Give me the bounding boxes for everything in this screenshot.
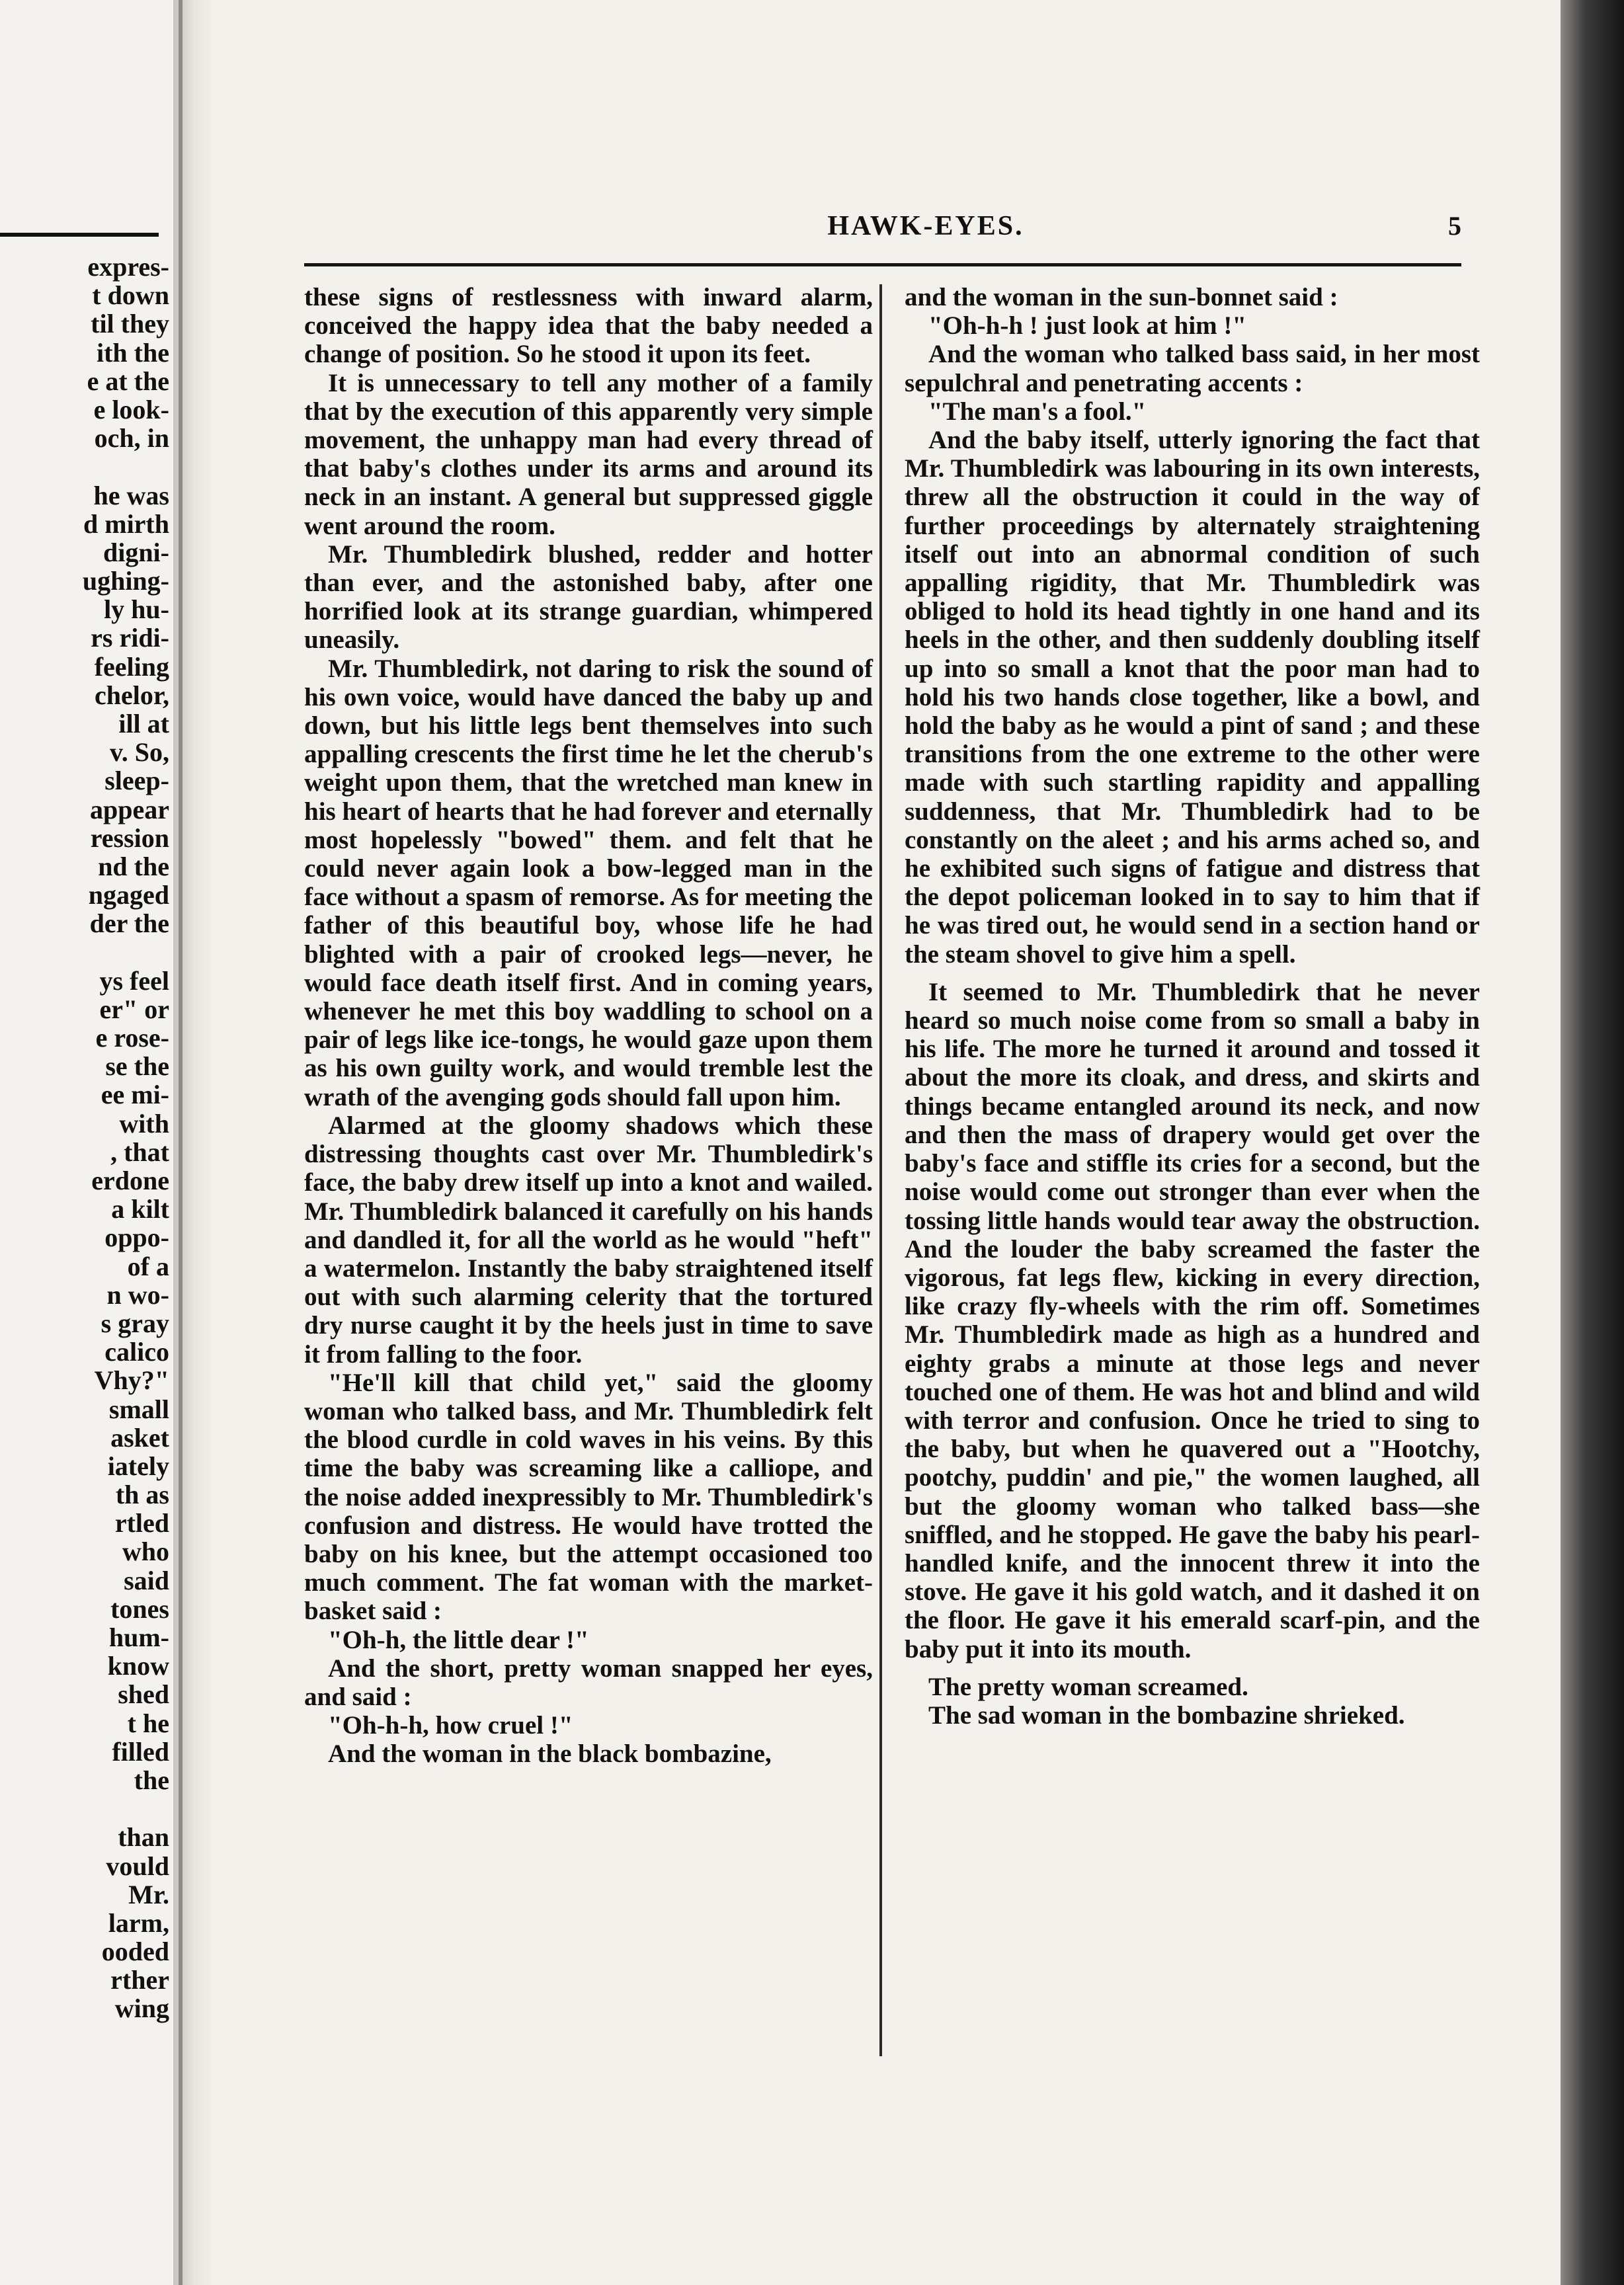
paragraph: "The man's a fool." (928, 397, 1147, 426)
left-page-fragment: wing (114, 1993, 169, 2024)
main-page (212, 0, 1561, 2285)
left-page-fragment: erdone (91, 1166, 169, 1195)
left-page-fragment (17, 938, 169, 967)
left-page-fragment: ys feel (99, 965, 169, 996)
paragraph: And the baby itself, utterly ignoring the fact that Mr. Thumbledirk was labouring in its own interests, threw all the obstruction it could in the way of further proceedings by alternately straightening itself out into an abnormal condition of such appalling rigidity, that Mr. Thumbledirk was obliged to hold its head tightly in one hand and its heels in the other, and then suddenly doubling itself up into so small a knot that the poor man had to hold his two hands close together, like a bowl, and hold the baby as he would a pint of sand ; and these transitions from the one extreme to the other were made with such startling rapidity and appalling suddenness, that Mr. Thumbledirk had to be constantly on the aleet ; and his arms ached so, and he exhibited such signs of fatigue and distress that the depot policeman looked in to say to him that if he was tired out, he would send in a section hand or the steam shovel to give him a spell. (905, 426, 1480, 969)
left-page-fragment: ression (90, 822, 169, 853)
left-page-text-fragments (17, 253, 169, 2023)
left-page-fragment: said (124, 1565, 169, 1595)
gutter-fold-line (179, 0, 183, 2285)
left-page-fragment: the (134, 1765, 169, 1795)
left-page-fragment: n wo- (106, 1279, 169, 1310)
paragraph: these signs of restlessness with inward alarm, conceived the happy idea that the baby needed a change of position. So he stood it upon its feet. (304, 283, 873, 369)
paragraph: Alarmed at the gloomy shadows which these distressing thoughts cast over Mr. Thumbledirk's face, the baby drew itself up into a knot and wailed. Mr. Thumbledirk balanced it carefully on his hands and dandled it, for all the world as he would "heft" a watermelon. Instantly the baby straightened itself out with such alarming celerity that the tortured dry nurse caught it by the heels just in time to save it from falling to the foor. (304, 1111, 873, 1369)
left-page-fragment: a kilt (111, 1194, 169, 1224)
left-page-fragment: ughing- (82, 566, 169, 596)
left-page-fragment: hum- (108, 1623, 169, 1652)
paragraph: "Oh-h, the little dear !" (328, 1625, 589, 1654)
paragraph: "Oh-h-h, how cruel !" (328, 1711, 573, 1740)
left-page-fragment: expres- (87, 252, 169, 282)
left-page-fragment: of a (127, 1251, 169, 1281)
left-page-fragment: rs ridi- (91, 623, 169, 653)
left-page-fragment: ith the (97, 337, 169, 368)
left-page-fragment: with (119, 1108, 169, 1139)
header-rule (304, 263, 1461, 266)
left-page-fragment: shed (118, 1679, 169, 1710)
left-page-fragment: he was (93, 480, 169, 510)
left-page-fragment: know (107, 1651, 169, 1681)
left-page-fragment: oppo- (104, 1223, 169, 1253)
left-page-fragment: rtled (114, 1508, 169, 1539)
left-page-fragment: tones (110, 1593, 169, 1624)
running-head: HAWK-EYES. (827, 211, 1024, 241)
left-page-fragment: er" or (99, 994, 169, 1024)
paragraph: It seemed to Mr. Thumbledirk that he never heard so much noise come from so small a baby in his life. The more he turned it around and tossed it about the more its cloak, and dress, and skirts and things became entangled around its neck, and now and then the mass of drapery would get over the baby's face and stiffle its cries for a second, but the noise would come out stronger than ever when the tossing little hands would tear away the obstruction. And the louder the baby screamed the faster the vigorous, fat legs flew, kicking in every direction, like crazy fly-wheels with the rim off. Sometimes Mr. Thumbledirk made as high as a hundred and eighty grabs a minute at those legs and never touched one of them. He was hot and blind and wild with terror and confusion. Once he tried to sing to the baby, but when he quavered out a "Hootchy, pootchy, puddin' and pie," the women laughed, all but the gloomy woman who talked bass—she sniffled, and he stopped. He gave the baby his pearl-handled knife, and the innocent threw it into the stove. He gave it his gold watch, and it dashed it on the floor. He gave it his emerald scarf-pin, and the baby put it into its mouth. (905, 977, 1480, 1664)
paragraph: Mr. Thumbledirk blushed, redder and hotter than ever, and the astonished baby, after one horrified look at its strange guardian, whimpered uneasily. (304, 540, 873, 655)
left-page-fragment: , that (110, 1137, 169, 1167)
left-page-fragment: appear (90, 794, 169, 824)
text-column-right (905, 283, 1480, 1730)
left-page-fragment: och, in (94, 423, 169, 454)
left-page-fragment: small (108, 1394, 169, 1424)
adjacent-left-page (0, 0, 173, 2285)
left-page-fragment: chelor, (95, 680, 169, 710)
paragraph: It is unnecessary to tell any mother of a family that by the execution of this apparently very simple movement, the unhappy man had every thread of that baby's clothes under its arms and around its neck in an instant. A general but suppressed giggle went around the room. (304, 368, 873, 540)
left-page-fragment: t he (127, 1708, 169, 1738)
left-page-fragment: e at the (87, 366, 169, 396)
left-page-fragment: ly hu- (104, 594, 169, 625)
left-page-fragment: nd the (98, 851, 169, 881)
left-page-fragment: filled (112, 1736, 169, 1767)
left-page-fragment: til they (91, 309, 169, 339)
left-page-fragment: sleep- (104, 766, 169, 796)
left-page-fragment: ill at (118, 709, 169, 739)
page-number: 5 (1448, 211, 1461, 241)
left-page-fragment: v. So, (109, 737, 169, 768)
left-page-fragment: rther (110, 1965, 169, 1995)
left-page-fragment: feeling (94, 651, 169, 682)
paragraph: And the short, pretty woman snapped her eyes, and said : (304, 1654, 873, 1711)
left-page-fragment (17, 1794, 169, 1823)
left-page-fragment: t down (92, 280, 169, 311)
column-divider (879, 284, 882, 2056)
paragraph: "He'll kill that child yet," said the gloomy woman who talked bass, and Mr. Thumbledirk felt the blood curdle in cold waves in his veins. By this time the baby was screaming like a calliope, and the noise added inexpressibly to Mr. Thumbledirk's confusion and distress. He would have trotted the baby on his knee, but the attempt occasioned too much comment. The fat woman with the market-basket said : (304, 1368, 873, 1626)
left-page-fragment: who (122, 1537, 169, 1567)
left-page-fragment (17, 452, 169, 481)
left-page-fragment: e look- (93, 394, 169, 424)
paragraph: and the woman in the sun-bonnet said : (905, 283, 1338, 311)
page-edge-shadow (1561, 0, 1624, 2285)
left-page-fragment: vould (106, 1851, 169, 1881)
left-page-fragment: calico (104, 1337, 169, 1367)
left-page-fragment: Vhy?" (94, 1365, 169, 1396)
left-page-fragment: than (118, 1822, 169, 1853)
left-page-fragment: s gray (101, 1308, 169, 1338)
left-page-fragment: digni- (102, 537, 169, 567)
left-page-fragment: iately (107, 1451, 169, 1481)
left-page-fragment: se the (105, 1051, 169, 1082)
left-page-fragment: th as (115, 1480, 169, 1510)
paragraph: The pretty woman screamed. (928, 1672, 1248, 1701)
left-page-fragment: d mirth (83, 508, 169, 539)
paragraph: And the woman in the black bombazine, (328, 1740, 772, 1769)
paragraph: "Oh-h-h ! just look at him !" (928, 311, 1247, 341)
left-page-fragment: Mr. (128, 1879, 169, 1909)
paragraph: Mr. Thumbledirk, not daring to risk the sound of his own voice, would have danced the baby up and down, but his little legs bent themselves into such appalling crescents the first time he let the cherub's weight upon them, that the wretched man knew in his heart of hearts that he had forever and eternally most hopelessly "bowed" them. and felt that he could never again look a bow-legged man in the face without a spasm of remorse. As for meeting the father of this beautiful boy, whose life he had blighted with a pair of crooked legs—never, he would face death itself first. And in coming years, whenever he met this boy waddling to school on a pair of legs like ice-tongs, he would gaze upon them as his own guilty work, and would tremble lest the wrath of the avenging gods should fall upon him. (304, 654, 873, 1111)
left-page-fragment: asket (110, 1422, 169, 1453)
left-page-fragment: ooded (101, 1937, 169, 1967)
text-column-left (304, 283, 873, 1769)
left-page-fragment: ngaged (88, 880, 169, 910)
left-page-fragment: ee mi- (101, 1080, 169, 1110)
paragraph: The sad woman in the bombazine shrieked. (928, 1701, 1405, 1730)
paragraph: And the woman who talked bass said, in her most sepulchral and penetrating accents : (905, 340, 1480, 397)
left-page-fragment: e rose- (95, 1023, 169, 1053)
left-page-fragment: larm, (108, 1907, 169, 1938)
left-page-header-rule (0, 233, 159, 237)
left-page-fragment: der the (89, 908, 169, 939)
